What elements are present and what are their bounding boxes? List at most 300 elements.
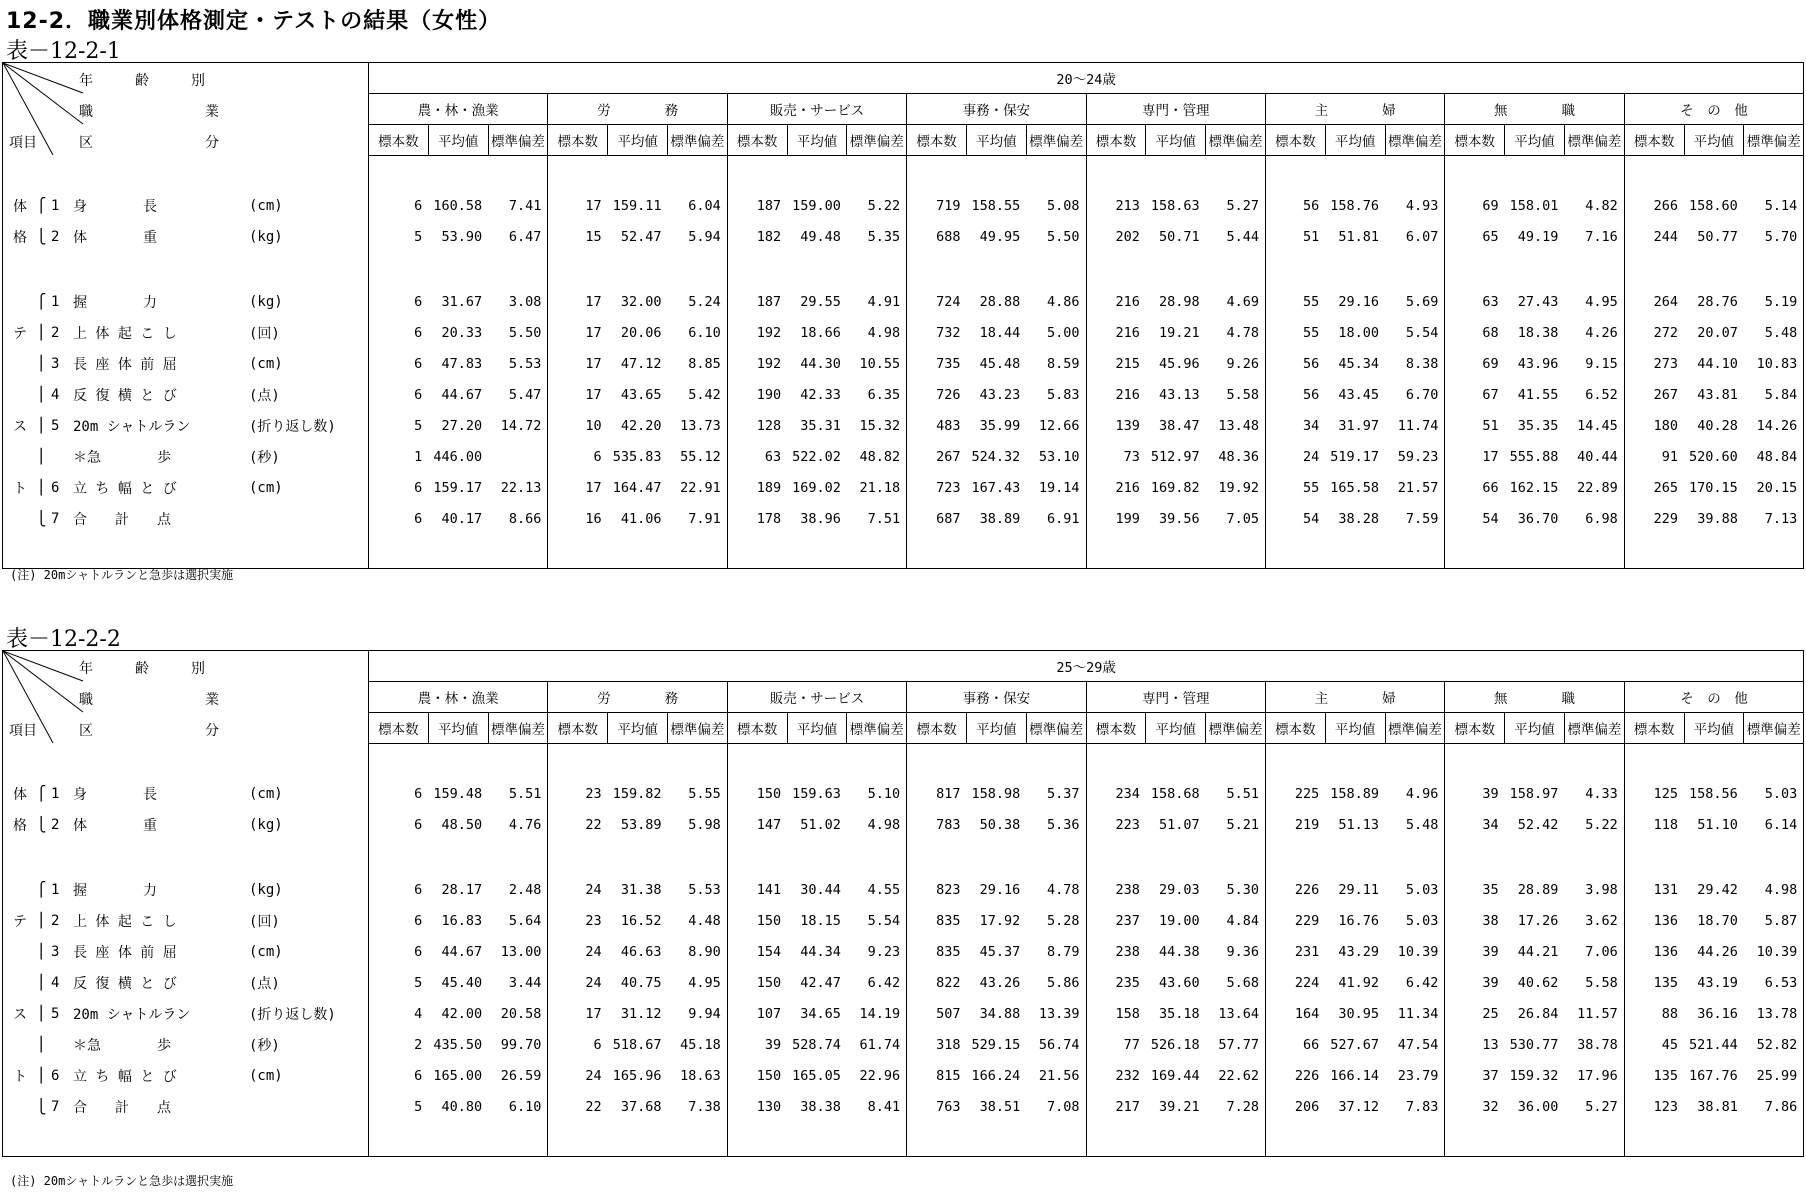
data-cell: 99.70 [500,1036,542,1053]
data-cell: 7.86 [1744,1091,1804,1122]
data-cell: 6.52 [1585,386,1618,403]
data-cell: 235 [1086,967,1146,998]
data-cell: 55 [1265,286,1325,317]
data-cell: 77 [1086,1029,1146,1060]
data-cell: 267 [1624,379,1684,410]
brace-icon: ⎪ [37,974,46,991]
sub-header: 標準偏差 [1206,713,1266,744]
occupation-header: 販売・サービス [727,682,906,713]
item-number: 4 [51,386,60,403]
data-cell: 22.13 [500,479,542,496]
data-cell: 215 [1086,348,1146,379]
data-cell: 529.15 [971,1036,1021,1053]
sub-header: 標準偏差 [1744,125,1804,156]
data-cell: 13.64 [1218,1005,1259,1022]
data-cell: 32 [1445,1091,1505,1122]
sub-header: 平均値 [1146,713,1206,744]
data-cell: 6.98 [1585,510,1618,527]
data-cell: 18.66 [800,324,841,341]
data-cell: 10.55 [859,355,901,372]
sub-header: 標本数 [548,713,608,744]
item-name: 長 座 体 前 屈 [73,356,177,373]
data-cell: 42.47 [800,974,841,991]
data-cell: 687 [907,503,967,534]
data-cell: 13.48 [1218,417,1259,434]
data-cell: 519.17 [1330,448,1380,465]
data-cell: 14.45 [1577,417,1618,434]
data-cell: 5.53 [688,881,721,898]
item-number: 2 [51,816,60,833]
data-cell: 164 [1265,998,1325,1029]
brace-icon: ⎪ [37,417,46,434]
data-cell: 723 [907,472,967,503]
data-cell: 43.65 [620,386,662,403]
data-cell: 28.89 [1517,881,1559,898]
occupation-header: 専門・管理 [1086,94,1265,125]
data-cell: 43.13 [1159,386,1200,403]
occupation-header: 販売・サービス [727,94,906,125]
group-label: テ [13,325,27,342]
data-cell: 48.50 [441,816,483,833]
sub-header: 平均値 [1684,125,1744,156]
occupation-header: 事務・保安 [907,682,1086,713]
data-cell: 5.08 [1047,197,1080,214]
item-unit: (cm) [249,479,283,496]
item-name: 身 長 [73,198,157,215]
data-cell: 5.83 [1047,386,1080,403]
sub-header: 平均値 [1684,713,1744,744]
group-label: 体 [13,198,27,215]
data-cell: 24 [548,967,608,998]
data-cell: 154 [727,936,787,967]
data-cell: 518.67 [612,1036,662,1053]
data-cell: 45.40 [441,974,483,991]
data-cell: 2.48 [508,881,542,898]
brace-icon: ⎪ [37,1005,46,1022]
data-cell: 5.68 [1226,974,1259,991]
data-cell: 6.42 [1405,974,1439,991]
data-cell: 159.63 [792,785,841,802]
data-cell: 44.10 [1697,355,1738,372]
data-cell: 23 [548,905,608,936]
data-cell: 45 [1624,1029,1684,1060]
data-cell: 265 [1624,472,1684,503]
data-cell: 6.04 [688,197,721,214]
data-cell: 38 [1445,905,1505,936]
data-cell: 35.31 [800,417,841,434]
group-label: 体 [13,786,27,803]
item-name: ＊急 歩 [73,449,171,466]
data-cell: 55.12 [680,448,721,465]
table-row [3,190,1804,221]
data-cell: 51.81 [1338,228,1380,245]
data-cell: 5.51 [508,785,542,802]
data-cell: 34 [1445,809,1505,840]
data-cell: 136 [1624,905,1684,936]
data-cell: 224 [1265,967,1325,998]
sub-header: 平均値 [1505,713,1565,744]
data-cell: 17 [1445,441,1505,472]
data-cell: 51 [1265,221,1325,252]
data-cell: 29.11 [1338,881,1380,898]
data-cell: 719 [907,190,967,221]
data-cell: 167.76 [1689,1067,1738,1084]
sub-header: 標本数 [369,125,429,156]
data-cell: 128 [727,410,787,441]
item-unit: (cm) [249,943,283,960]
data-cell: 41.92 [1338,974,1380,991]
division-header-label: 区 分 [79,723,219,739]
data-cell: 4.91 [867,293,901,310]
sub-header: 標本数 [1445,713,1505,744]
data-cell: 39 [1445,936,1505,967]
data-cell: 5.51 [1226,785,1259,802]
data-cell: 23 [548,778,608,809]
data-cell: 7.05 [1226,510,1259,527]
data-cell: 272 [1624,317,1684,348]
item-number: 2 [51,324,60,341]
table-row [3,778,1804,809]
data-cell: 5.03 [1405,912,1439,929]
page-title: 12-2．職業別体格測定・テストの結果（女性） [6,9,502,34]
data-cell: 16.76 [1338,912,1380,929]
data-cell: 10.83 [1744,348,1804,379]
data-cell: 26.84 [1517,1005,1559,1022]
data-cell: 165.00 [433,1067,483,1084]
data-cell: 20.15 [1744,472,1804,503]
item-name: 長 座 体 前 屈 [73,944,177,961]
item-number: 1 [51,785,60,802]
data-cell: 150 [727,905,787,936]
data-cell: 6 [369,809,429,840]
sub-header: 標本数 [1265,713,1325,744]
data-cell: 39 [727,1029,787,1060]
age-header-label: 年 齢 別 [79,73,205,89]
item-name: 合 計 点 [73,511,171,528]
sub-header: 平均値 [966,125,1026,156]
data-cell: 51.02 [800,816,841,833]
data-cell: 17 [548,998,608,1029]
data-cell: 512.97 [1150,448,1200,465]
data-cell: 20.58 [500,1005,542,1022]
data-cell: 189 [727,472,787,503]
item-number: 7 [51,1098,60,1115]
data-cell: 164.47 [612,479,662,496]
item-name: 20m シャトルラン [73,418,191,435]
sub-header: 標準偏差 [667,125,727,156]
item-name: 握 力 [73,294,157,311]
group-label: 格 [13,229,27,246]
table-row [3,998,1804,1029]
data-cell: 735 [907,348,967,379]
data-cell: 40.62 [1517,974,1559,991]
data-cell: 17 [548,190,608,221]
data-cell: 5.53 [508,355,542,372]
data-cell: 5.14 [1744,190,1804,221]
data-cell: 835 [907,905,967,936]
data-cell: 24 [548,936,608,967]
division-header-label: 区 分 [79,135,219,151]
occupation-header: 労 務 [548,94,727,125]
group-label: ス [13,418,27,435]
brace-icon: ⎪ [37,386,46,403]
data-cell: 4.33 [1585,785,1618,802]
data-cell: 4.93 [1405,197,1439,214]
data-cell: 520.60 [1689,448,1738,465]
footnote: (注) 20mシャトルランと急歩は選択実施 [10,1174,234,1188]
data-cell: 5.84 [1744,379,1804,410]
data-cell: 49.95 [979,228,1021,245]
data-cell: 24 [1265,441,1325,472]
data-cell: 63 [1445,286,1505,317]
sub-header: 標準偏差 [1206,125,1266,156]
data-cell: 159.11 [612,197,662,214]
data-cell: 10.39 [1397,943,1439,960]
data-cell: 37.68 [620,1098,662,1115]
data-cell: 822 [907,967,967,998]
data-cell: 7.06 [1585,943,1618,960]
data-cell: 66 [1265,1029,1325,1060]
data-cell: 6 [369,503,429,534]
data-cell: 66 [1445,472,1505,503]
data-cell: 6 [369,379,429,410]
data-cell: 45.96 [1159,355,1200,372]
data-cell: 11.74 [1397,417,1439,434]
data-cell: 9.15 [1585,355,1618,372]
data-cell: 5.54 [1405,324,1439,341]
occupation-header: 主 婦 [1265,682,1444,713]
item-number: 6 [51,1067,60,1084]
data-cell: 55 [1265,317,1325,348]
item-unit: (秒) [249,449,280,466]
data-cell: 158.97 [1509,785,1559,802]
data-cell: 31.67 [441,293,483,310]
item-unit: (cm) [249,1067,283,1084]
data-cell: 21.18 [859,479,901,496]
data-cell: 202 [1086,221,1146,252]
item-name: 身 長 [73,786,157,803]
data-cell: 8.38 [1405,355,1439,372]
data-cell: 3.98 [1585,881,1618,898]
data-cell: 226 [1265,1060,1325,1091]
data-cell: 44.26 [1697,943,1738,960]
sub-header: 標本数 [1086,713,1146,744]
occupation-header: 主 婦 [1265,94,1444,125]
data-cell: 5.50 [1047,228,1080,245]
data-cell: 6.10 [508,1098,542,1115]
data-cell: 526.18 [1150,1036,1200,1053]
sub-header: 標準偏差 [847,713,907,744]
item-number: 6 [51,479,60,496]
data-cell: 23.79 [1397,1067,1439,1084]
data-cell: 166.14 [1330,1067,1380,1084]
data-cell: 169.44 [1150,1067,1200,1084]
table-row [3,317,1804,348]
data-cell: 34.65 [800,1005,841,1022]
data-cell: 8.41 [867,1098,901,1115]
data-cell: 3.62 [1585,912,1618,929]
data-cell: 34 [1265,410,1325,441]
data-cell: 48.84 [1744,441,1804,472]
data-cell: 8.79 [1047,943,1080,960]
data-cell: 6 [369,778,429,809]
sub-header: 標本数 [1086,125,1146,156]
item-number: 5 [51,417,60,434]
brace-icon: ⎩ [37,228,46,245]
data-cell: 7.28 [1226,1098,1259,1115]
item-name: 合 計 点 [73,1099,171,1116]
data-cell: 7.16 [1585,228,1618,245]
data-cell: 6.14 [1744,809,1804,840]
data-cell: 40.17 [441,510,483,527]
data-cell: 17 [548,379,608,410]
occupation-header: 農・林・漁業 [369,94,548,125]
data-cell: 158.68 [1150,785,1200,802]
data-cell: 34.88 [979,1005,1021,1022]
data-cell: 35 [1445,874,1505,905]
data-cell: 16.83 [441,912,483,929]
data-cell: 5.27 [1226,197,1259,214]
data-cell: 26.59 [500,1067,542,1084]
data-cell: 527.67 [1330,1036,1380,1053]
data-cell: 31.97 [1338,417,1380,434]
data-cell: 123 [1624,1091,1684,1122]
occupation-header: そ の 他 [1624,94,1804,125]
data-cell: 45.18 [680,1036,721,1053]
data-cell: 39 [1445,778,1505,809]
data-cell: 6 [369,936,429,967]
data-cell: 6 [369,348,429,379]
data-cell: 180 [1624,410,1684,441]
item-unit: (回) [249,913,280,930]
data-cell: 42.33 [800,386,841,403]
data-cell: 9.26 [1226,355,1259,372]
data-cell: 216 [1086,472,1146,503]
data-cell: 206 [1265,1091,1325,1122]
data-cell: 5.86 [1047,974,1080,991]
data-cell: 17 [548,348,608,379]
data-cell: 65 [1445,221,1505,252]
data-cell: 45.37 [979,943,1021,960]
data-cell: 10.39 [1744,936,1804,967]
age-group-header: 20～24歳 [369,63,1804,94]
occupation-header: 無 職 [1445,682,1624,713]
data-cell: 45.48 [979,355,1021,372]
table-row [3,809,1804,840]
data-cell: 524.32 [971,448,1021,465]
sub-header: 標準偏差 [847,125,907,156]
data-cell: 244 [1624,221,1684,252]
data-cell: 59.23 [1397,448,1439,465]
item-number: 2 [51,912,60,929]
item-unit: (秒) [249,1037,280,1054]
data-cell: 36.70 [1517,510,1559,527]
data-cell: 43.26 [979,974,1021,991]
data-cell: 521.44 [1689,1036,1738,1053]
data-cell: 118 [1624,809,1684,840]
sub-header: 標準偏差 [667,713,727,744]
data-cell: 7.51 [867,510,901,527]
data-cell: 535.83 [612,448,662,465]
data-cell: 19.92 [1218,479,1259,496]
data-cell: 150 [727,967,787,998]
data-cell: 6.70 [1405,386,1439,403]
table-row [3,1060,1804,1091]
data-cell: 40.80 [441,1098,483,1115]
sub-header: 標本数 [1624,713,1684,744]
data-cell: 783 [907,809,967,840]
data-cell: 52.47 [620,228,662,245]
data-cell: 6.35 [867,386,901,403]
data-cell: 39.88 [1697,510,1738,527]
data-cell: 190 [727,379,787,410]
sub-header: 平均値 [787,713,847,744]
data-cell: 2 [369,1029,429,1060]
item-number: 1 [51,197,60,214]
brace-icon: ⎪ [37,1036,46,1053]
data-cell: 13.78 [1744,998,1804,1029]
data-cell: 169.02 [792,479,841,496]
data-cell: 24 [548,874,608,905]
data-cell: 43.29 [1338,943,1380,960]
data-cell: 4.95 [1585,293,1618,310]
data-cell: 21.57 [1397,479,1439,496]
data-cell: 6 [369,874,429,905]
data-cell: 5.69 [1405,293,1439,310]
data-cell: 726 [907,379,967,410]
data-cell: 5.47 [508,386,542,403]
data-cell: 69 [1445,348,1505,379]
data-cell: 4.98 [867,816,901,833]
occupation-header: 労 務 [548,682,727,713]
data-cell: 135 [1624,1060,1684,1091]
table-row [3,441,1804,472]
data-cell: 49.48 [800,228,841,245]
data-cell: 8.66 [508,510,542,527]
data-cell: 28.88 [979,293,1021,310]
data-cell: 225 [1265,778,1325,809]
data-cell: 29.16 [1338,293,1380,310]
data-cell: 223 [1086,809,1146,840]
data-cell: 6 [548,441,608,472]
data-cell: 51.13 [1338,816,1380,833]
data-cell: 49.19 [1517,228,1559,245]
data-cell: 54 [1265,503,1325,534]
data-cell: 5.19 [1744,286,1804,317]
occupation-header: 事務・保安 [907,94,1086,125]
data-cell: 182 [727,221,787,252]
data-cell: 4.96 [1405,785,1439,802]
data-cell: 39.56 [1159,510,1200,527]
data-cell: 38.78 [1577,1036,1618,1053]
item-number: 7 [51,510,60,527]
data-cell: 4.69 [1226,293,1259,310]
data-cell: 4.82 [1585,197,1618,214]
data-cell: 44.30 [800,355,841,372]
sub-header: 標準偏差 [1385,713,1445,744]
data-cell: 4.78 [1047,881,1080,898]
data-cell: 37.12 [1338,1098,1380,1115]
data-cell: 5.28 [1047,912,1080,929]
data-cell: 135 [1624,967,1684,998]
data-cell: 6.53 [1744,967,1804,998]
item-number: 5 [51,1005,60,1022]
data-cell: 41.06 [620,510,662,527]
item-name: 20m シャトルラン [73,1006,191,1023]
data-cell: 31.12 [620,1005,662,1022]
data-cell: 44.21 [1517,943,1559,960]
data-cell: 266 [1624,190,1684,221]
